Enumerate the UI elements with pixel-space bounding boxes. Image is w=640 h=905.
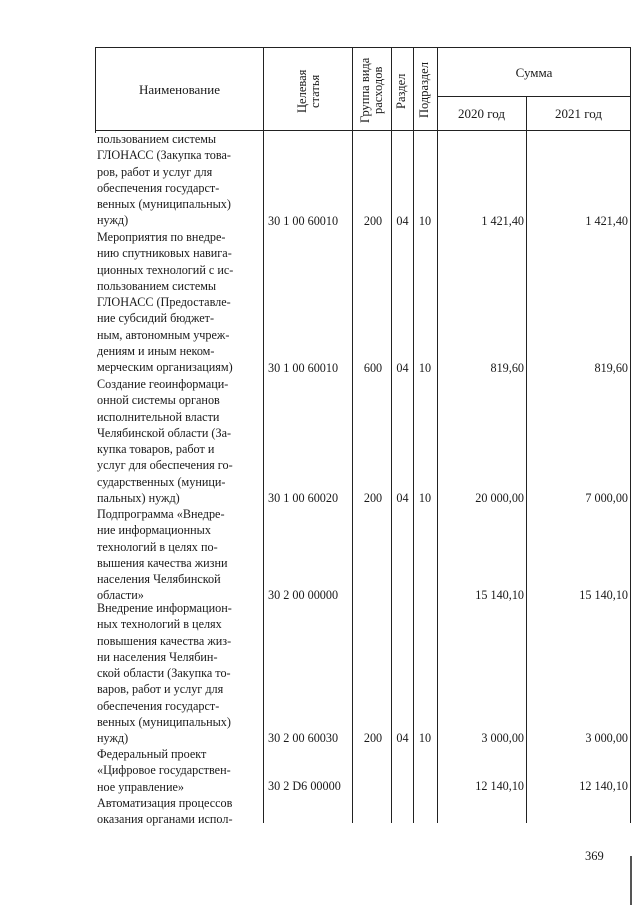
row-value-2021: 12 140,10 [579, 779, 628, 793]
row-value-2020: 12 140,10 [475, 779, 524, 793]
col-divider-article [352, 47, 353, 823]
row-subsection: 10 [418, 361, 432, 375]
col-divider-group [391, 47, 392, 823]
row-article: 30 1 00 60010 [268, 214, 339, 228]
table-top-border [95, 47, 631, 48]
header-year-2021: 2021 год [555, 106, 602, 121]
row-subsection: 10 [418, 731, 432, 745]
header-subsection: Подраздел [417, 62, 431, 118]
sum-header-divider [437, 96, 631, 97]
col-divider-subsection [437, 47, 438, 823]
col-divider-years [526, 97, 527, 823]
col-divider-section [413, 47, 414, 823]
row-name: Федеральный проект «Цифровое государствен- ное управление» [97, 747, 231, 794]
row-value-2020: 1 421,40 [481, 214, 524, 228]
row-section: 04 [396, 491, 409, 505]
header-sum: Сумма [515, 65, 553, 80]
row-value-2021: 3 000,00 [585, 731, 628, 745]
col-right-border [630, 47, 631, 823]
col-divider-name [263, 47, 264, 823]
row-subsection: 10 [418, 214, 432, 228]
row-name: пользованием системы ГЛОНАСС (Закупка това- ров, работ и услуг для обеспечения государст- венных (муниципальных) нужд) [97, 132, 231, 228]
row-name: Автоматизация процессов оказания органами испол- [97, 796, 233, 827]
page-number: 369 [585, 849, 604, 863]
row-value-2020: 20 000,00 [475, 491, 524, 505]
row-name: Внедрение информацион- ных технологий в целях повышения качества жиз- ни населения Челябин- ской области (Закупка то- варов, работ и услуг для обеспечения государст- венных (муниципальных) нужд) [97, 601, 232, 746]
header-expense-group: Группа вида расходов [358, 57, 385, 123]
row-article: 30 1 00 60020 [268, 491, 339, 505]
row-value-2021: 15 140,10 [579, 588, 628, 602]
row-value-2020: 3 000,00 [481, 731, 524, 745]
row-article: 30 2 00 00000 [268, 588, 339, 602]
header-section: Раздел [394, 73, 408, 109]
row-group: 200 [363, 731, 383, 745]
row-group: 200 [363, 214, 383, 228]
header-target-article: Целевая статья [295, 69, 322, 113]
row-value-2021: 819,60 [594, 361, 628, 375]
row-section: 04 [396, 214, 409, 228]
row-value-2020: 15 140,10 [475, 588, 524, 602]
row-section: 04 [396, 731, 409, 745]
row-section: 04 [396, 361, 409, 375]
header-name: Наименование [139, 82, 220, 97]
row-value-2021: 7 000,00 [585, 491, 628, 505]
scan-edge-mark [630, 856, 632, 905]
row-name: Создание геоинформаци- онной системы органов исполнительной власти Челябинской области (За- купка товаров, работ и услуг для обеспечения го- сударственных (муници- пальных) нужд) [97, 377, 233, 506]
row-subsection: 10 [418, 491, 432, 505]
row-value-2021: 1 421,40 [585, 214, 628, 228]
row-group: 200 [363, 491, 383, 505]
header-year-2020: 2020 год [458, 106, 505, 121]
row-article: 30 1 00 60010 [268, 361, 339, 375]
row-group: 600 [363, 361, 383, 375]
row-name: Подпрограмма «Внедре- ние информационных технологий в целях по- вышения качества жизни населения Челябинской области» [97, 507, 228, 603]
row-value-2020: 819,60 [490, 361, 524, 375]
row-article: 30 2 D6 00000 [268, 779, 341, 793]
row-article: 30 2 00 60030 [268, 731, 339, 745]
row-name: Мероприятия по внедре- нию спутниковых навига- ционных технологий с ис- пользованием системы ГЛОНАСС (Предоставле- ние субсидий бюджет- ным, автономным учреж- дениям и иным неком- мерческим организациям) [97, 230, 234, 375]
